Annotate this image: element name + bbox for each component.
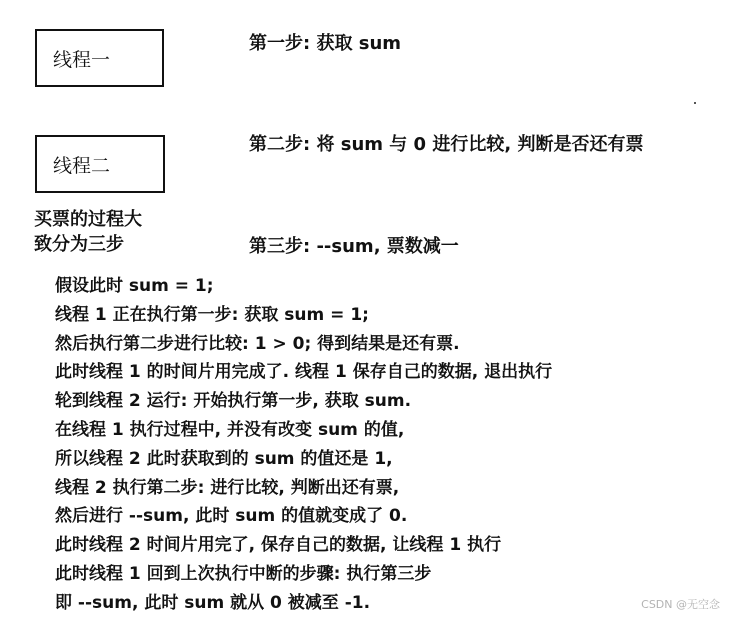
explanation-line: 在线程 1 执行过程中, 并没有改变 sum 的值, bbox=[55, 419, 405, 440]
step-two-text: 第二步: 将 sum 与 0 进行比较, 判断是否还有票 bbox=[249, 134, 644, 155]
explanation-line: 然后执行第二步进行比较: 1 > 0; 得到结果是还有票. bbox=[55, 333, 460, 354]
summary-caption bbox=[34, 207, 142, 257]
explanation-line: 轮到线程 2 运行: 开始执行第一步, 获取 sum. bbox=[55, 391, 412, 412]
explanation-line: 此时线程 1 回到上次执行中断的步骤: 执行第三步 bbox=[55, 563, 432, 584]
explanation-line: 然后进行 --sum, 此时 sum 的值就变成了 0. bbox=[55, 506, 408, 527]
explanation-line: 即 --sum, 此时 sum 就从 0 被减至 -1. bbox=[55, 592, 371, 613]
explanation-line: 线程 1 正在执行第一步: 获取 sum = 1; bbox=[55, 304, 369, 325]
thread-one-box bbox=[35, 29, 164, 87]
explanation-line: 此时线程 1 的时间片用完成了. 线程 1 保存自己的数据, 退出执行 bbox=[55, 362, 553, 383]
thread-one-label: 线程一 bbox=[53, 48, 111, 71]
thread-two-label: 线程二 bbox=[53, 154, 111, 177]
step-three-text: 第三步: --sum, 票数减一 bbox=[249, 236, 459, 257]
step-one-text: 第一步: 获取 sum bbox=[249, 33, 402, 54]
stray-dot bbox=[694, 102, 696, 104]
explanation-line: 假设此时 sum = 1; bbox=[55, 276, 214, 296]
summary-line: 致分为三步 bbox=[34, 234, 124, 255]
summary-line: 买票的过程大 bbox=[34, 209, 142, 230]
explanation-line: 所以线程 2 此时获取到的 sum 的值还是 1, bbox=[55, 448, 393, 469]
watermark: CSDN @无空念 bbox=[641, 598, 720, 611]
thread-two-box bbox=[35, 135, 165, 193]
explanation-line: 线程 2 执行第二步: 进行比较, 判断出还有票, bbox=[55, 477, 400, 498]
explanation-line: 此时线程 2 时间片用完了, 保存自己的数据, 让线程 1 执行 bbox=[55, 535, 502, 556]
explanation-text bbox=[55, 272, 552, 618]
